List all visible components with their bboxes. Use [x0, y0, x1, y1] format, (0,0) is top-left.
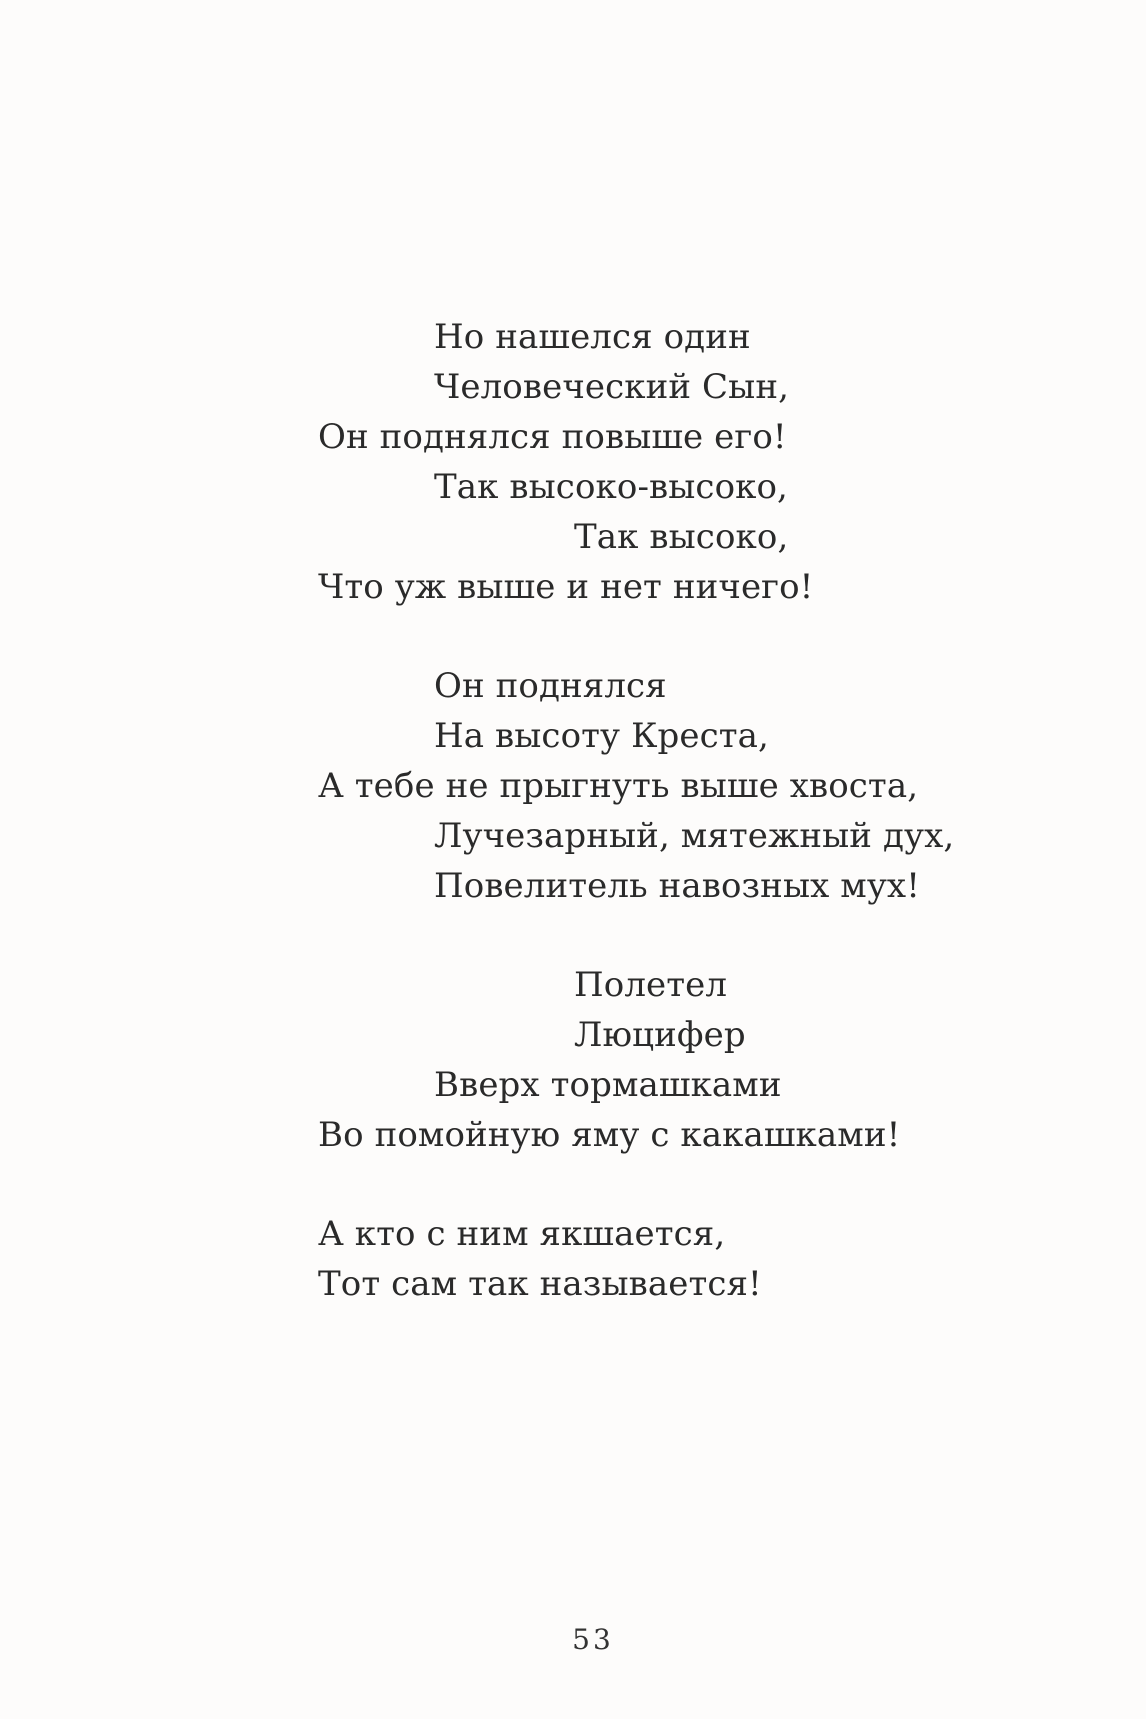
poem-line: Так высоко-высоко, — [434, 467, 788, 507]
poem-line: На высоту Креста, — [434, 716, 769, 756]
poem-line: Человеческий Сын, — [434, 367, 789, 407]
poem-line: Он поднялся повыше его! — [318, 417, 787, 457]
poem-line: Так высоко, — [574, 517, 789, 557]
page-number: 53 — [572, 1623, 614, 1656]
poem-line: Повелитель навозных мух! — [434, 866, 920, 906]
poem-line: Вверх тормашками — [434, 1065, 782, 1105]
poem-line: Люцифер — [574, 1015, 746, 1055]
poem-line: Полетел — [574, 965, 728, 1005]
poem-line: Он поднялся — [434, 666, 667, 706]
poem-line: Лучезарный, мятежный дух, — [434, 816, 955, 856]
poem-line: А тебе не прыгнуть выше хвоста, — [318, 766, 919, 806]
poem-line: Но нашелся один — [434, 317, 751, 357]
poem-line: Во помойную яму с какашками! — [318, 1115, 901, 1155]
poem-line: А кто с ним якшается, — [318, 1214, 726, 1254]
poem-line: Что уж выше и нет ничего! — [318, 567, 814, 607]
poem-line: Тот сам так называется! — [318, 1264, 762, 1304]
